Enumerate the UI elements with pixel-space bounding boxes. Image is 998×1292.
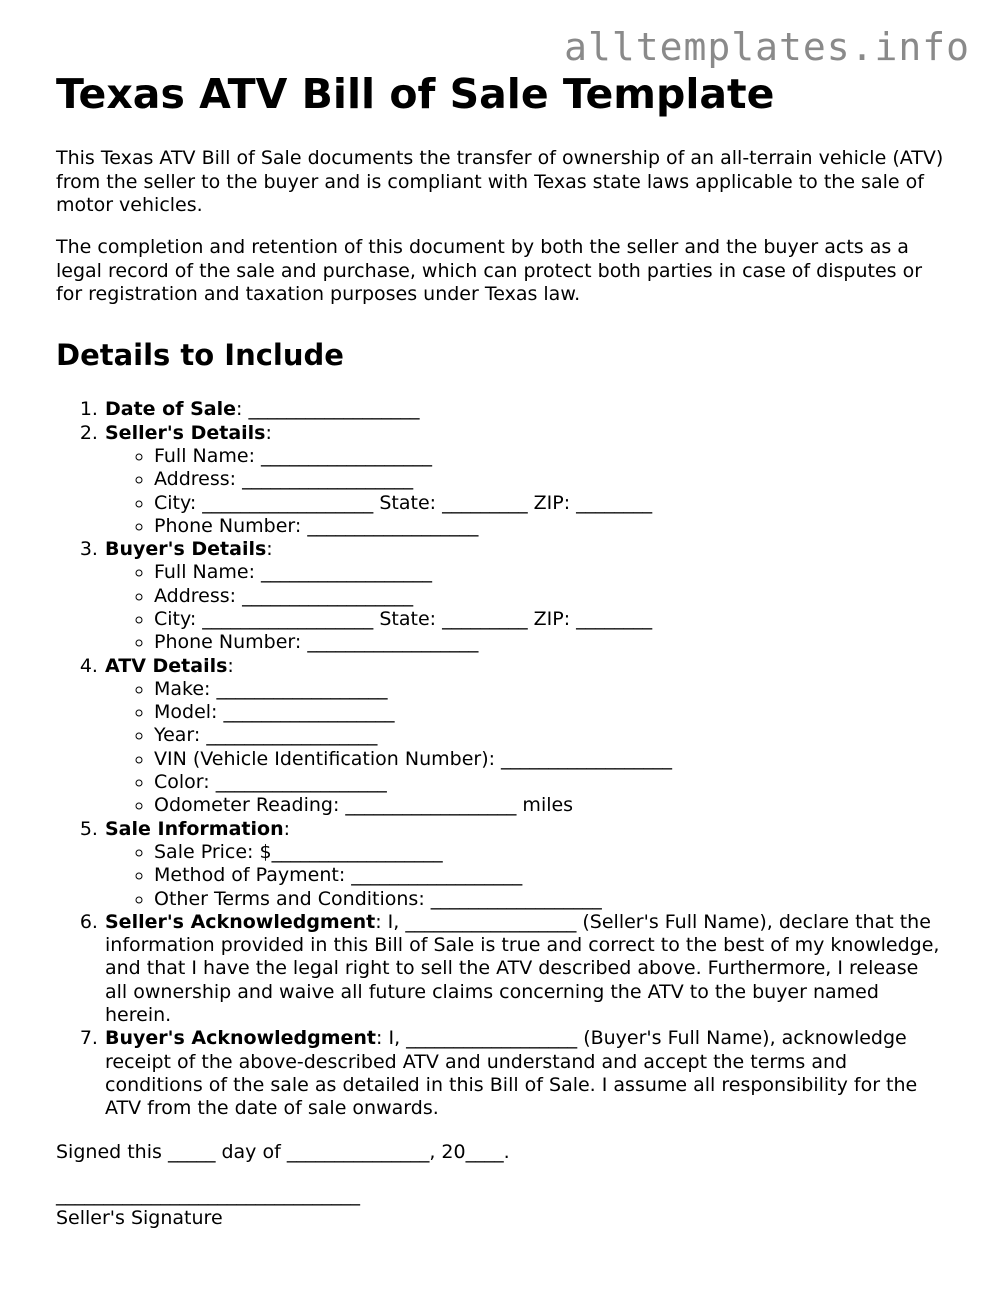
watermark: alltemplates.info	[564, 25, 970, 69]
seller-full-name-field: ◦ Full Name: __________________	[154, 445, 946, 468]
atv-fields	[105, 678, 946, 818]
list-item-buyers-acknowledgment	[104, 1027, 946, 1120]
item-label: Seller's Acknowledgment	[105, 910, 376, 933]
atv-odometer-field: ◦ Odometer Reading: __________________ miles	[154, 794, 946, 817]
item-label: ATV Details	[105, 654, 228, 677]
atv-vin-field: ◦ VIN (Vehicle Identification Number): __________________	[154, 748, 946, 771]
buyers-acknowledgment-text: : I, __________________ (Buyer's Full Name), acknowledge receipt of the above-described ATV and understand and accept the terms and conditions of the sale as detailed in this Bill of Sale. I assume all responsibility for the ATV from the date of sale onwards.	[105, 1027, 918, 1120]
sale-price-field: ◦ Sale Price: $__________________	[154, 841, 946, 864]
item-label: Sale Information	[105, 817, 284, 840]
details-list	[56, 398, 946, 1120]
sale-fields	[105, 841, 946, 911]
buyer-phone-field: ◦ Phone Number: __________________	[154, 631, 946, 654]
sellers-acknowledgment-text: : I, __________________ (Seller's Full Name), declare that the information provided in this Bill of Sale is true and correct to the best of my knowledge, and that I have the legal right to sell the ATV described above. Furthermore, I release all ownership and waive all future claims concerning the ATV to the buyer named herein.	[105, 910, 940, 1027]
intro-paragraph-2: The completion and retention of this document by both the seller and the buyer acts as a legal record of the sale and purchase, which can protect both parties in case of disputes or for registration and taxation purposes under Texas law.	[56, 236, 923, 306]
intro-paragraph-1: This Texas ATV Bill of Sale documents the transfer of ownership of an all-terrain vehicle (ATV) from the seller to the buyer and is compliant with Texas state laws applicable to the sale of motor vehicles.	[56, 147, 944, 216]
item-label: Buyer's Acknowledgment	[105, 1027, 377, 1050]
buyer-fields	[105, 561, 946, 654]
list-item-sellers-acknowledgment	[104, 911, 946, 1027]
other-terms-field: ◦ Other Terms and Conditions: __________________	[154, 888, 946, 911]
list-item-buyers-details: 3. Buyer's Details: ◦ Full Name: __________________ ◦ Address: __________________ ◦ City: __________________ State: _________ ZIP: ________ ◦ Phone Number: __________________	[104, 538, 946, 654]
atv-color-field: ◦ Color: __________________	[154, 771, 946, 794]
list-item-date-of-sale	[104, 398, 946, 421]
date-of-sale-field: : __________________	[236, 398, 420, 421]
buyer-city-state-zip-field: ◦ City: __________________ State: _________ ZIP: ________	[154, 608, 946, 631]
signed-date-line: Signed this _____ day of _______________, 20____.	[56, 1140, 510, 1163]
details-heading: Details to Include	[56, 337, 344, 372]
list-item-atv-details: 4. ATV Details: ◦ Make: __________________ ◦ Model: __________________ ◦ Year: __________________ ◦ VIN (Vehicle Identification Number): __________________ ◦ Color: __________________ ◦ Odometer Reading: __________________ miles	[104, 655, 946, 818]
buyer-full-name-field: ◦ Full Name: __________________	[154, 561, 946, 584]
list-item-sellers-details: 2. Seller's Details: ◦ Full Name: __________________ ◦ Address: __________________ ◦ City: __________________ State: _________ ZIP: ________ ◦ Phone Number: __________________	[104, 422, 946, 538]
item-label: Date of Sale	[105, 398, 237, 421]
seller-fields	[105, 445, 946, 538]
payment-method-field: ◦ Method of Payment: __________________	[154, 864, 946, 887]
seller-phone-field: ◦ Phone Number: __________________	[154, 515, 946, 538]
atv-year-field: ◦ Year: __________________	[154, 724, 946, 747]
buyer-address-field: ◦ Address: __________________	[154, 585, 946, 608]
atv-model-field: ◦ Model: __________________	[154, 701, 946, 724]
item-label: Buyer's Details	[105, 538, 267, 561]
item-label: Seller's Details	[105, 421, 266, 444]
seller-signature-blank: ________________________________	[56, 1183, 360, 1206]
seller-city-state-zip-field: ◦ City: __________________ State: _________ ZIP: ________	[154, 492, 946, 515]
page-title: Texas ATV Bill of Sale Template	[56, 70, 775, 118]
atv-make-field: ◦ Make: __________________	[154, 678, 946, 701]
document-body	[56, 70, 946, 1231]
seller-address-field: ◦ Address: __________________	[154, 468, 946, 491]
list-item-sale-information: 5. Sale Information: ◦ Sale Price: $__________________ ◦ Method of Payment: __________________ ◦ Other Terms and Conditions: __________________	[104, 818, 946, 911]
seller-signature-label: Seller's Signature	[56, 1207, 223, 1230]
